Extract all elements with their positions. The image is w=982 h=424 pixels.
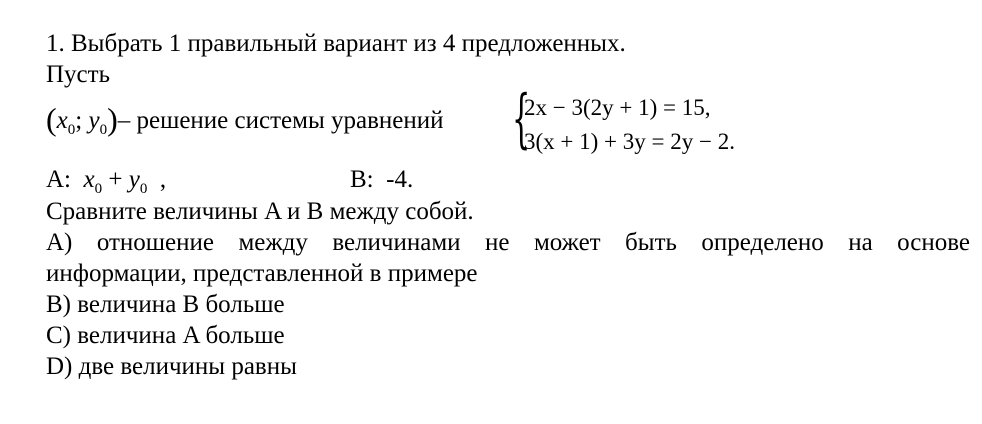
question-document xyxy=(46,28,970,382)
system-brace: { xyxy=(512,82,531,156)
equation-2: 3(x + 1) + 3y = 2y − 2. xyxy=(524,129,735,154)
quantity-a-plus: + xyxy=(108,166,123,193)
solution-x-sub: 0 xyxy=(67,122,76,138)
option-d[interactable]: D) две величины равны xyxy=(46,353,297,380)
solution-separator: ; xyxy=(75,107,83,134)
intro-text: Пусть xyxy=(46,61,110,88)
question-title: 1. Выбрать 1 правильный вариант из 4 предложенных. xyxy=(46,30,626,57)
solution-statement xyxy=(46,102,444,140)
quantity-a-x: x xyxy=(83,166,95,193)
quantity-b-value: -4. xyxy=(386,166,414,193)
quantity-a-x-sub: 0 xyxy=(94,181,103,197)
left-paren: ( xyxy=(46,101,57,137)
quantity-a-label: A: xyxy=(46,166,71,193)
quantity-a-y: y xyxy=(128,166,140,193)
quantity-a-y-sub: 0 xyxy=(139,181,148,197)
option-b[interactable]: B) величина B больше xyxy=(46,291,285,318)
solution-y: y xyxy=(88,107,100,134)
solution-text: – решение системы уравнений xyxy=(117,107,444,134)
option-c[interactable]: C) величина A больше xyxy=(46,322,285,349)
option-a-line-2[interactable]: информации, представленной в примере xyxy=(46,260,478,287)
quantity-b-label: B: xyxy=(350,166,374,193)
quantity-b xyxy=(350,164,413,195)
equation-1: 2x − 3(2y + 1) = 15, xyxy=(524,95,711,120)
quantity-a-comma: , xyxy=(159,166,167,193)
right-paren: ) xyxy=(107,101,118,137)
compare-instruction: Сравните величины A и B между собой. xyxy=(46,198,474,225)
system-row xyxy=(46,82,970,160)
solution-y-sub: 0 xyxy=(99,122,108,138)
quantities-row xyxy=(46,160,970,196)
quantity-a xyxy=(46,164,166,199)
option-a-line-1[interactable]: A) отношение между величинами не может быть определено на основе xyxy=(46,229,970,256)
solution-x: x xyxy=(56,107,68,134)
equation-system xyxy=(512,82,772,160)
